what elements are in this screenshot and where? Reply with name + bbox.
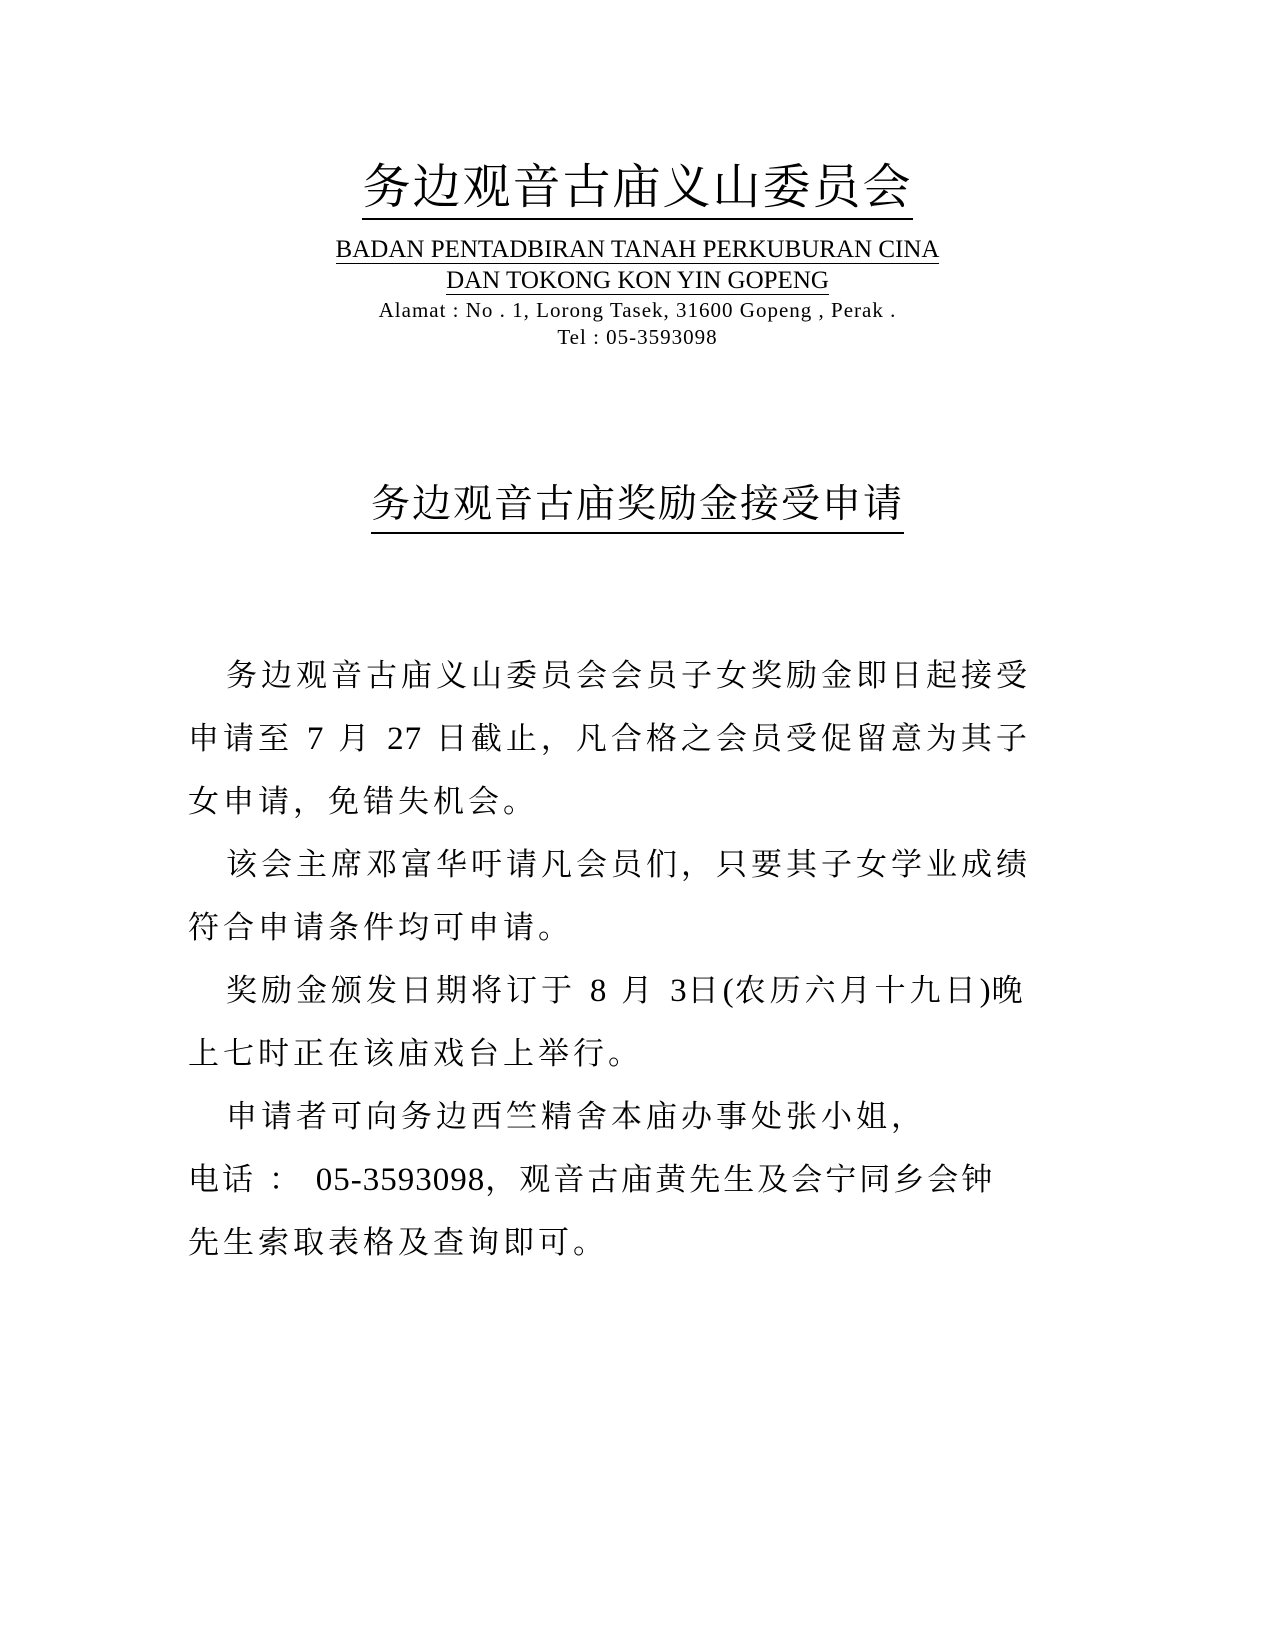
address-line: Alamat : No . 1, Lorong Tasek, 31600 Gopeng , Perak . bbox=[378, 298, 897, 322]
notice-body bbox=[188, 656, 1088, 1286]
paragraph-3-line-1: 奖励金颁发日期将订于 8 月 3日(农历六月十九日)晚 bbox=[226, 973, 1027, 1009]
notice-heading-wrap bbox=[0, 480, 1275, 534]
paragraph-4-line-3: 先生索取表格及查询即可。 bbox=[188, 1225, 608, 1261]
telephone-line: Tel : 05-3593098 bbox=[557, 325, 718, 349]
paragraph-4-line-1: 申请者可向务边西竺精舍本庙办事处张小姐， bbox=[226, 1099, 926, 1135]
notice-heading: 务边观音古庙奖励金接受申请 bbox=[371, 480, 904, 534]
paragraph-2-line-1: 该会主席邓富华吁请凡会员们，只要其子女学业成绩 bbox=[226, 847, 1031, 883]
paragraph-4-line-2: 电话 ： 05-3593098，观音古庙黄先生及会宁同乡会钟 bbox=[188, 1162, 996, 1198]
org-name-chinese: 务边观音古庙义山委员会 bbox=[362, 158, 912, 220]
contact-phone-number: 05-3593098 bbox=[315, 1162, 486, 1198]
paragraph-1-line-2: 申请至 7 月 27 日截止，凡合格之会员受促留意为其子 bbox=[188, 721, 1031, 757]
org-name-malay-line-2: DAN TOKONG KON YIN GOPENG bbox=[446, 267, 829, 294]
org-name-malay-line-1: BADAN PENTADBIRAN TANAH PERKUBURAN CINA bbox=[335, 236, 940, 263]
paragraph-2-line-2: 符合申请条件均可申请。 bbox=[188, 910, 573, 946]
paragraph-1-line-1: 务边观音古庙义山委员会会员子女奖励金即日起接受 bbox=[226, 658, 1031, 694]
paragraph-1-line-3: 女申请，免错失机会。 bbox=[188, 784, 538, 820]
letterhead bbox=[0, 158, 1275, 351]
paragraph-3-line-2: 上七时正在该庙戏台上举行。 bbox=[188, 1036, 643, 1072]
